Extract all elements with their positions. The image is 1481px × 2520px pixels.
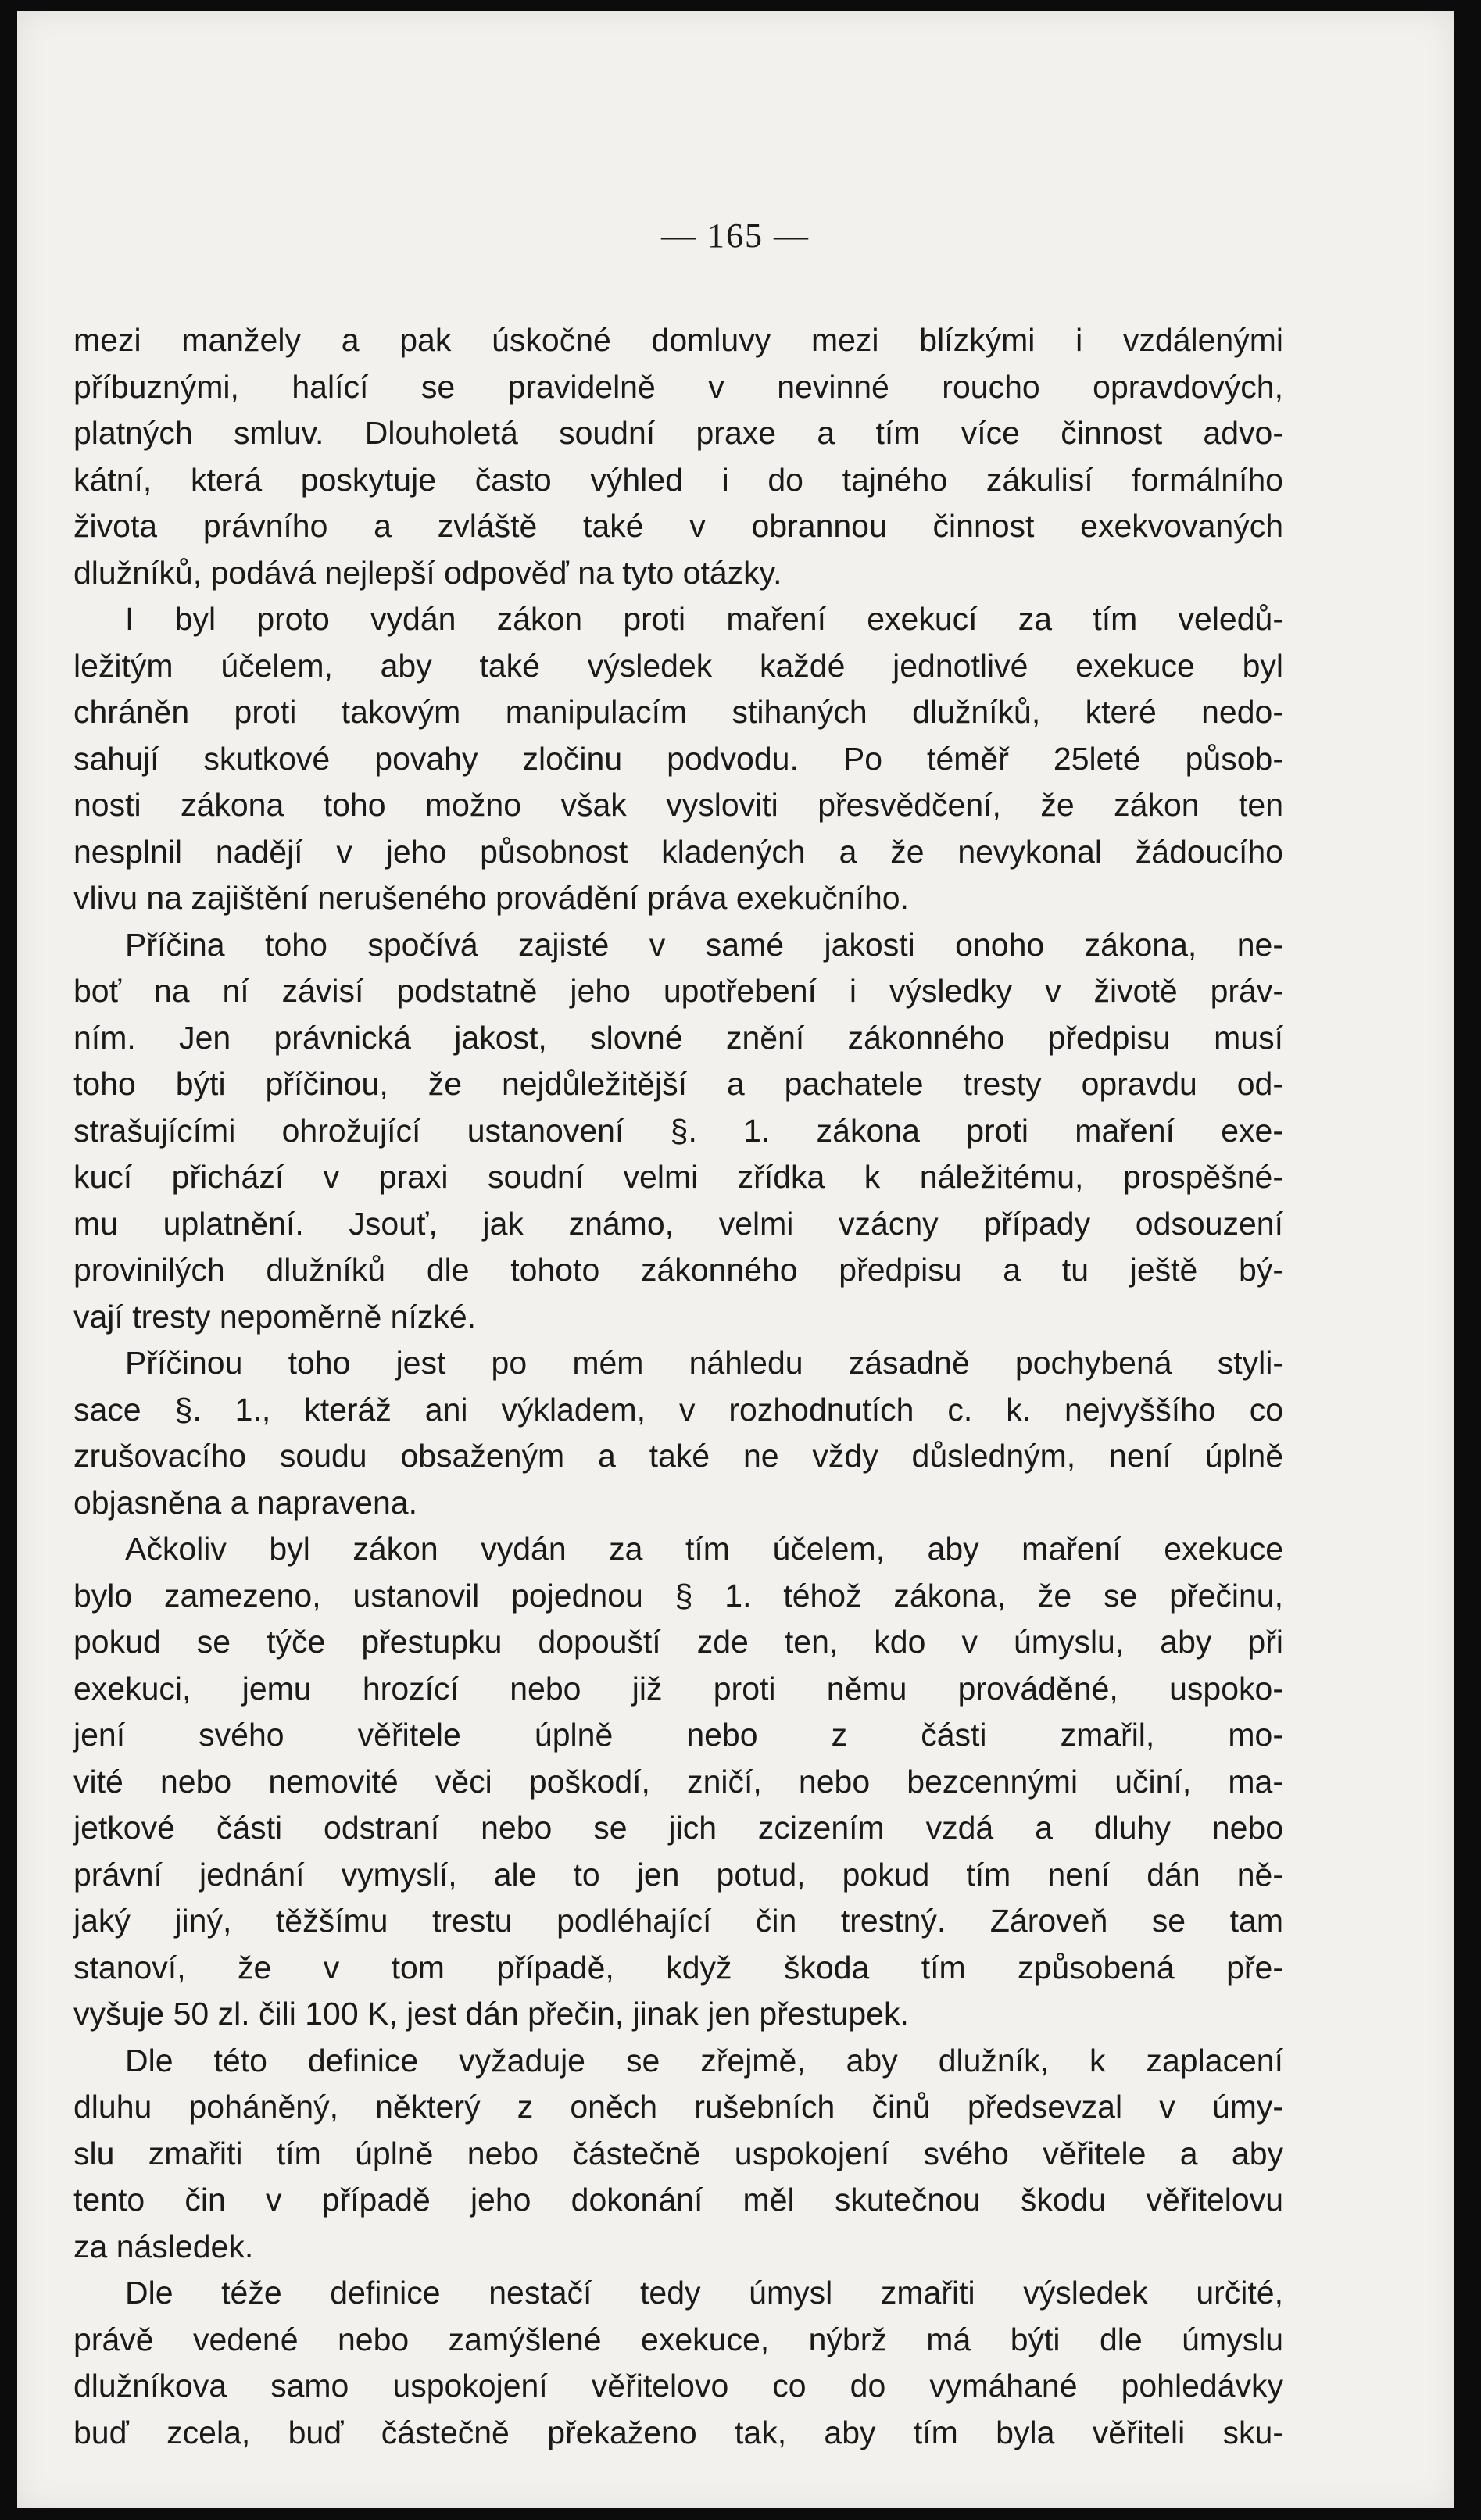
text-line: vité nebo nemovité věci poškodí, zničí, nebo bezcennými učiní, ma- bbox=[73, 1763, 1283, 1800]
text-line: jaký jiný, těžšímu trestu podléhající čin trestný. Zároveň se tam bbox=[73, 1903, 1283, 1939]
text-line: nesplnil nadějí v jeho působnost kladených a že nevykonal žádoucího bbox=[73, 833, 1283, 870]
text-line: exekuci, jemu hrozící nebo již proti němu prováděné, uspoko- bbox=[73, 1670, 1283, 1707]
text-line: boť na ní závisí podstatně jeho upotřebení i výsledky v životě práv- bbox=[73, 973, 1283, 1009]
text-line: kucí přichází v praxi soudní velmi zřídka k náležitému, prospěšné- bbox=[73, 1159, 1283, 1195]
text-line: nosti zákona toho možno však vysloviti přesvědčení, že zákon ten bbox=[73, 787, 1283, 823]
text-line: sace §. 1., kteráž ani výkladem, v rozhodnutích c. k. nejvyššího co bbox=[73, 1391, 1283, 1428]
text-line: bylo zamezeno, ustanovil pojednou § 1. téhož zákona, že se přečinu, bbox=[73, 1577, 1283, 1614]
text-line: kátní, která poskytuje často výhled i do tajného zákulisí formálního bbox=[73, 461, 1283, 498]
text-line: Příčinou toho jest po mém náhledu zásadně pochybená styli- bbox=[125, 1345, 1283, 1381]
text-line: Ačkoliv byl zákon vydán za tím účelem, aby maření exekuce bbox=[125, 1531, 1283, 1567]
text-line: Dle téže definice nestačí tedy úmysl zmařiti výsledek určité, bbox=[125, 2275, 1283, 2311]
text-line: jení svého věřitele úplně nebo z části zmařil, mo- bbox=[73, 1717, 1283, 1753]
body-text bbox=[73, 317, 1283, 2456]
text-line: sahují skutkové povahy zločinu podvodu. Po téměř 25leté působ- bbox=[73, 740, 1283, 777]
text-line: chráněn proti takovým manipulacím stihaných dlužníků, které nedo- bbox=[73, 694, 1283, 730]
text-line: právě vedené nebo zamýšlené exekuce, nýbrž má býti dle úmyslu bbox=[73, 2321, 1283, 2357]
text-line: za následek. bbox=[73, 2228, 254, 2264]
text-line: pokud se týče přestupku dopouští zde ten, kdo v úmyslu, aby při bbox=[73, 1624, 1283, 1660]
text-line: platných smluv. Dlouholetá soudní praxe a tím více činnost advo- bbox=[73, 415, 1283, 451]
text-line: života právního a zvláště také v obrannou činnost exekvovaných bbox=[73, 508, 1283, 544]
text-line: příbuznými, halící se pravidelně v nevinné roucho opravdových, bbox=[73, 368, 1283, 405]
text-line: buď zcela, buď částečně překaženo tak, aby tím byla věřiteli sku- bbox=[73, 2414, 1283, 2450]
text-line: slu zmařiti tím úplně nebo částečně uspokojení svého věřitele a aby bbox=[73, 2135, 1283, 2171]
book-page bbox=[17, 11, 1454, 2508]
text-line: dlužníků, podává nejlepší odpověď na tyto otázky. bbox=[73, 554, 782, 591]
text-line: ním. Jen právnická jakost, slovné znění zákonného předpisu musí bbox=[73, 1019, 1283, 1056]
text-line: zrušovacího soudu obsaženým a také ne vždy důsledným, není úplně bbox=[73, 1438, 1283, 1474]
text-line: tento čin v případě jeho dokonání měl skutečnou škodu věřitelovu bbox=[73, 2182, 1283, 2218]
text-line: právní jednání vymyslí, ale to jen potud, pokud tím není dán ně- bbox=[73, 1856, 1283, 1893]
text-line: vají tresty nepoměrně nízké. bbox=[73, 1298, 477, 1335]
text-line: Příčina toho spočívá zajisté v samé jakosti onoho zákona, ne- bbox=[125, 926, 1283, 963]
text-line: provinilých dlužníků dle tohoto zákonného předpisu a tu ještě bý- bbox=[73, 1252, 1283, 1288]
text-line: mezi manžely a pak úskočné domluvy mezi blízkými i vzdálenými bbox=[73, 322, 1283, 358]
text-line: dluhu poháněný, některý z oněch rušebních činů předsevzal v úmy- bbox=[73, 2089, 1283, 2125]
text-line: objasněna a napravena. bbox=[73, 1484, 417, 1521]
text-line: mu uplatnění. Jsouť, jak známo, velmi vzácny případy odsouzení bbox=[73, 1205, 1283, 1242]
page-number: — 165 — bbox=[661, 216, 810, 255]
text-line: vlivu na zajištění nerušeného provádění práva exekučního. bbox=[73, 880, 909, 916]
text-line: I byl proto vydán zákon proti maření exekucí za tím veledů- bbox=[125, 601, 1283, 637]
text-line: jetkové části odstraní nebo se jich zcizením vzdá a dluhy nebo bbox=[73, 1810, 1283, 1846]
text-line: dlužníkova samo uspokojení věřitelovo co do vymáhané pohledávky bbox=[73, 2368, 1283, 2404]
text-line: strašujícími ohrožující ustanovení §. 1. zákona proti maření exe- bbox=[73, 1112, 1283, 1149]
text-line: toho býti příčinou, že nejdůležitější a pachatele tresty opravdu od- bbox=[73, 1066, 1283, 1102]
text-line: Dle této definice vyžaduje se zřejmě, aby dlužník, k zaplacení bbox=[125, 2042, 1283, 2079]
text-line: vyšuje 50 zl. čili 100 K, jest dán přečin, jinak jen přestupek. bbox=[73, 1996, 909, 2032]
text-line: stanoví, že v tom případě, když škoda tím způsobená pře- bbox=[73, 1949, 1283, 1986]
text-line: ležitým účelem, aby také výsledek každé jednotlivé exekuce byl bbox=[73, 647, 1283, 684]
